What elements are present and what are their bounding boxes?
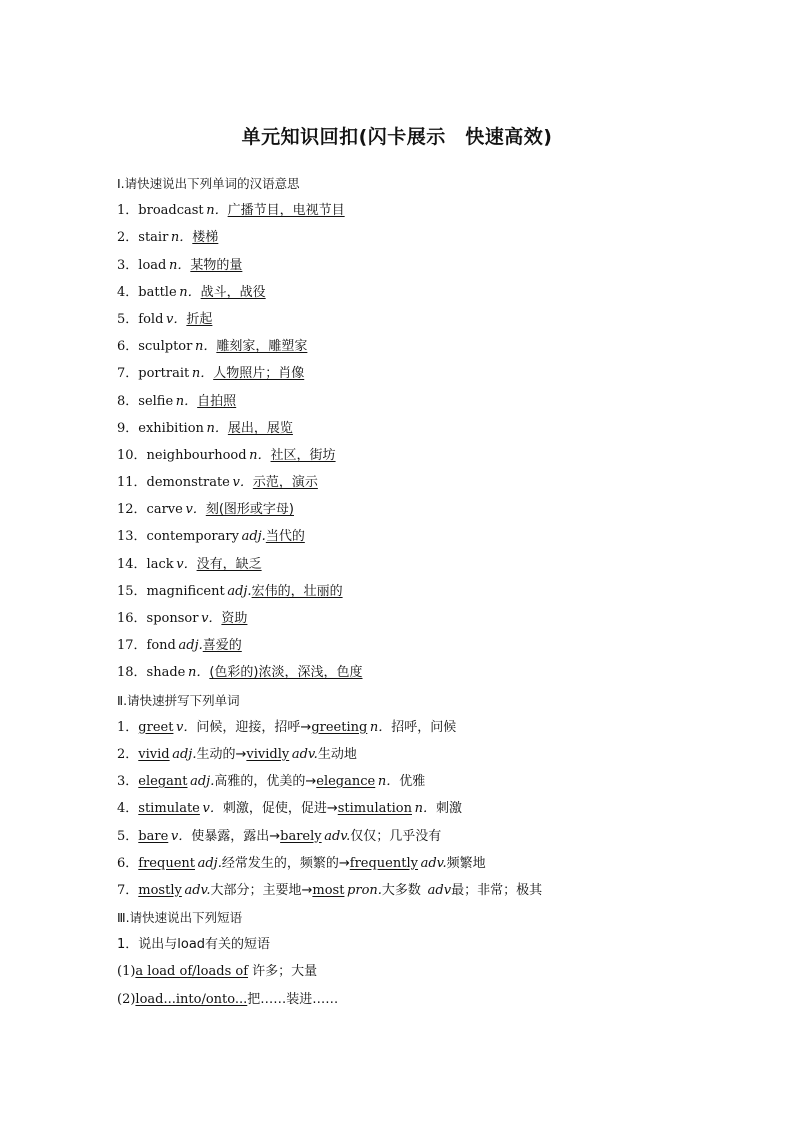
item-number: 1． — [117, 719, 139, 735]
page-title: 单元知识回扣(闪卡展示 快速高效) — [241, 126, 553, 148]
chinese-meaning: 刻(图形或字母) — [205, 502, 294, 518]
spelling-item — [117, 741, 757, 768]
chinese-meaning: 仅仅；几乎没有 — [350, 828, 442, 844]
spelling-list — [117, 714, 757, 904]
part-of-speech: n． — [206, 420, 228, 436]
part-of-speech: n． — [170, 230, 193, 246]
chinese-meaning: 高雅的，优美的→ — [214, 774, 317, 790]
vocab-item — [117, 388, 757, 415]
english-word: portrait — [138, 366, 190, 382]
vocab-item — [117, 252, 757, 279]
part-of-speech: adv. — [184, 882, 211, 898]
chinese-meaning: 招呼，问候 — [391, 719, 457, 735]
answer-word: bare — [138, 828, 169, 844]
answer-word: vivid — [138, 746, 170, 762]
chinese-meaning: 楼梯 — [192, 230, 219, 246]
chinese-meaning: 广播节目，电视节目 — [227, 203, 345, 219]
answer-word: mostly — [138, 882, 182, 898]
part-of-speech: pron. — [347, 882, 382, 898]
english-word: battle — [138, 284, 177, 300]
phrase: a load of/loads of — [135, 964, 249, 980]
part-of-speech: adv. — [324, 828, 351, 844]
phrase: load...into/onto... — [135, 991, 248, 1007]
phrase-item — [117, 958, 757, 985]
item-number: 5． — [117, 828, 139, 844]
part-of-speech: v． — [202, 801, 223, 817]
section-heading-3: Ⅲ.请快速说出下列短语 — [117, 910, 243, 926]
part-of-speech: adj. — [172, 746, 197, 762]
part-of-speech: adv. — [291, 746, 318, 762]
item-number: 7． — [117, 366, 139, 382]
item-number: 6． — [117, 855, 139, 871]
chinese-meaning: 示范，演示 — [252, 475, 318, 491]
derived-word: elegance — [316, 774, 376, 790]
english-word: carve — [146, 502, 183, 518]
vocab-item — [117, 442, 757, 469]
english-word: neighbourhood — [146, 447, 247, 463]
english-word: magnificent — [146, 583, 225, 599]
part-of-speech: n． — [168, 257, 191, 273]
part-of-speech: v． — [170, 828, 192, 844]
english-word: sponsor — [146, 611, 199, 626]
english-word: fold — [138, 311, 164, 327]
part-of-speech: adj. — [197, 855, 222, 871]
phrase-item — [117, 986, 757, 1013]
chinese-meaning: 许多；大量 — [248, 964, 318, 980]
chinese-meaning: 资助 — [221, 611, 248, 626]
chinese-meaning: 雕刻家，雕塑家 — [216, 339, 308, 355]
english-word: shade — [146, 665, 186, 681]
chinese-meaning: 经常发生的，频繁的→ — [221, 855, 350, 871]
item-number: 4． — [117, 284, 139, 300]
chinese-meaning: 展出，展览 — [227, 420, 293, 436]
part-of-speech: n． — [377, 774, 400, 790]
item-number: 5． — [117, 311, 139, 327]
english-word: sculptor — [138, 339, 193, 355]
chinese-meaning: 喜爱的 — [202, 638, 242, 654]
vocab-item — [117, 551, 757, 578]
phrase-list — [117, 958, 757, 1012]
part-of-speech: n． — [414, 801, 436, 817]
vocab-item — [117, 578, 757, 605]
part-of-speech: n． — [194, 339, 217, 355]
chinese-meaning: 当代的 — [265, 529, 305, 545]
english-word: load — [138, 257, 167, 273]
item-number: 12． — [117, 502, 147, 518]
spelling-item — [117, 823, 757, 850]
english-word: lack — [146, 556, 174, 572]
spelling-item — [117, 768, 757, 795]
vocab-list — [117, 197, 757, 686]
vocab-item — [117, 333, 757, 360]
item-number: (1) — [117, 964, 136, 980]
part-of-speech: n． — [187, 665, 210, 681]
part-of-speech: adj. — [178, 638, 203, 654]
part-of-speech: adj. — [241, 529, 266, 545]
item-number: 7． — [117, 882, 139, 898]
chinese-meaning: 宏伟的，壮丽的 — [251, 583, 343, 599]
english-word: selfie — [138, 393, 174, 409]
item-number: 10． — [117, 447, 147, 463]
derived-word: most — [312, 882, 345, 898]
section-heading-2: Ⅱ.请快速拼写下列单词 — [117, 692, 240, 708]
chinese-meaning: 社区，街坊 — [270, 447, 336, 463]
part-of-speech: adv. — [420, 855, 447, 871]
english-word: stair — [138, 230, 169, 246]
chinese-meaning: 大部分；主要地→ — [210, 882, 313, 898]
chinese-meaning: 生动地 — [317, 746, 357, 762]
part-of-speech: adj. — [227, 583, 252, 599]
phrase-subheading: 1．说出与load有关的短语 — [117, 937, 271, 953]
part-of-speech: n． — [249, 447, 271, 463]
spelling-item — [117, 714, 757, 741]
vocab-item — [117, 415, 757, 442]
item-number: 2． — [117, 746, 139, 762]
answer-word: stimulate — [138, 801, 200, 817]
chinese-meaning: 把……装进…… — [247, 991, 339, 1007]
item-number: 15． — [117, 583, 147, 599]
part-of-speech: v． — [185, 502, 206, 518]
vocab-item — [117, 197, 757, 224]
part-of-speech: adv — [427, 882, 452, 898]
derived-word: frequently — [349, 855, 418, 871]
english-word: exhibition — [138, 420, 204, 436]
derived-word: greeting — [311, 719, 368, 735]
chinese-meaning: 战斗，战役 — [200, 284, 266, 300]
chinese-meaning: 最；非常；极其 — [451, 882, 543, 898]
derived-word: stimulation — [337, 801, 412, 817]
item-number: 1． — [117, 203, 139, 219]
part-of-speech: v． — [232, 475, 253, 491]
chinese-meaning: 某物的量 — [190, 257, 243, 273]
item-number: 8． — [117, 393, 139, 409]
part-of-speech: v． — [176, 719, 197, 735]
chinese-meaning: 没有，缺乏 — [196, 556, 262, 572]
chinese-meaning: 问候，迎接，招呼→ — [196, 719, 312, 735]
item-number: 2． — [117, 230, 139, 246]
vocab-item — [117, 306, 757, 333]
item-number: 18． — [117, 665, 147, 681]
english-word: broadcast — [138, 203, 204, 219]
chinese-meaning: 自拍照 — [197, 393, 237, 409]
vocab-item — [117, 605, 757, 632]
answer-word: elegant — [138, 774, 188, 790]
item-number: 13． — [117, 529, 147, 545]
part-of-speech: v． — [176, 556, 197, 572]
chinese-meaning: 刺激 — [435, 801, 462, 817]
item-number: 3． — [117, 774, 139, 790]
chinese-meaning: (色彩的)浓淡，深浅，色度 — [209, 665, 363, 681]
section-heading-1: Ⅰ.请快速说出下列单词的汉语意思 — [117, 176, 300, 191]
part-of-speech: v． — [166, 311, 187, 327]
document-body — [117, 170, 757, 1013]
vocab-item — [117, 523, 757, 550]
chinese-meaning: 使暴露，露出→ — [191, 828, 281, 844]
part-of-speech: n． — [369, 719, 392, 735]
item-number: 4． — [117, 801, 139, 817]
chinese-meaning: 刺激，促使，促进→ — [222, 801, 338, 817]
item-number: 9． — [117, 420, 139, 436]
vocab-item — [117, 632, 757, 659]
item-number: 16． — [117, 611, 147, 626]
english-word: demonstrate — [146, 475, 230, 491]
chinese-meaning: 优雅 — [399, 774, 426, 790]
part-of-speech: adj. — [190, 774, 215, 790]
chinese-meaning: 生动的→ — [196, 746, 247, 762]
vocab-item — [117, 469, 757, 496]
part-of-speech: v． — [201, 611, 222, 626]
chinese-meaning: 大多数 — [381, 882, 426, 898]
english-word: fond — [146, 638, 176, 654]
part-of-speech: n． — [175, 393, 198, 409]
vocab-item — [117, 224, 757, 251]
vocab-item — [117, 360, 757, 387]
item-number: 11． — [117, 475, 147, 491]
part-of-speech: n． — [191, 366, 214, 382]
vocab-item — [117, 496, 757, 523]
chinese-meaning: 折起 — [186, 311, 213, 327]
answer-word: frequent — [138, 855, 195, 871]
item-number: 14． — [117, 556, 147, 572]
vocab-item — [117, 279, 757, 306]
item-number: 6． — [117, 339, 139, 355]
english-word: contemporary — [146, 529, 239, 545]
spelling-item — [117, 795, 757, 822]
vocab-item — [117, 659, 757, 686]
item-number: 17． — [117, 638, 147, 654]
derived-word: barely — [280, 828, 322, 844]
derived-word: vividly — [246, 746, 290, 762]
chinese-meaning: 人物照片；肖像 — [213, 366, 305, 382]
spelling-item — [117, 877, 757, 904]
item-number: 3． — [117, 257, 139, 273]
chinese-meaning: 频繁地 — [446, 855, 486, 871]
item-number: (2) — [117, 991, 136, 1007]
answer-word: greet — [138, 719, 174, 735]
spelling-item — [117, 850, 757, 877]
part-of-speech: n． — [206, 203, 228, 219]
part-of-speech: n． — [179, 284, 201, 300]
